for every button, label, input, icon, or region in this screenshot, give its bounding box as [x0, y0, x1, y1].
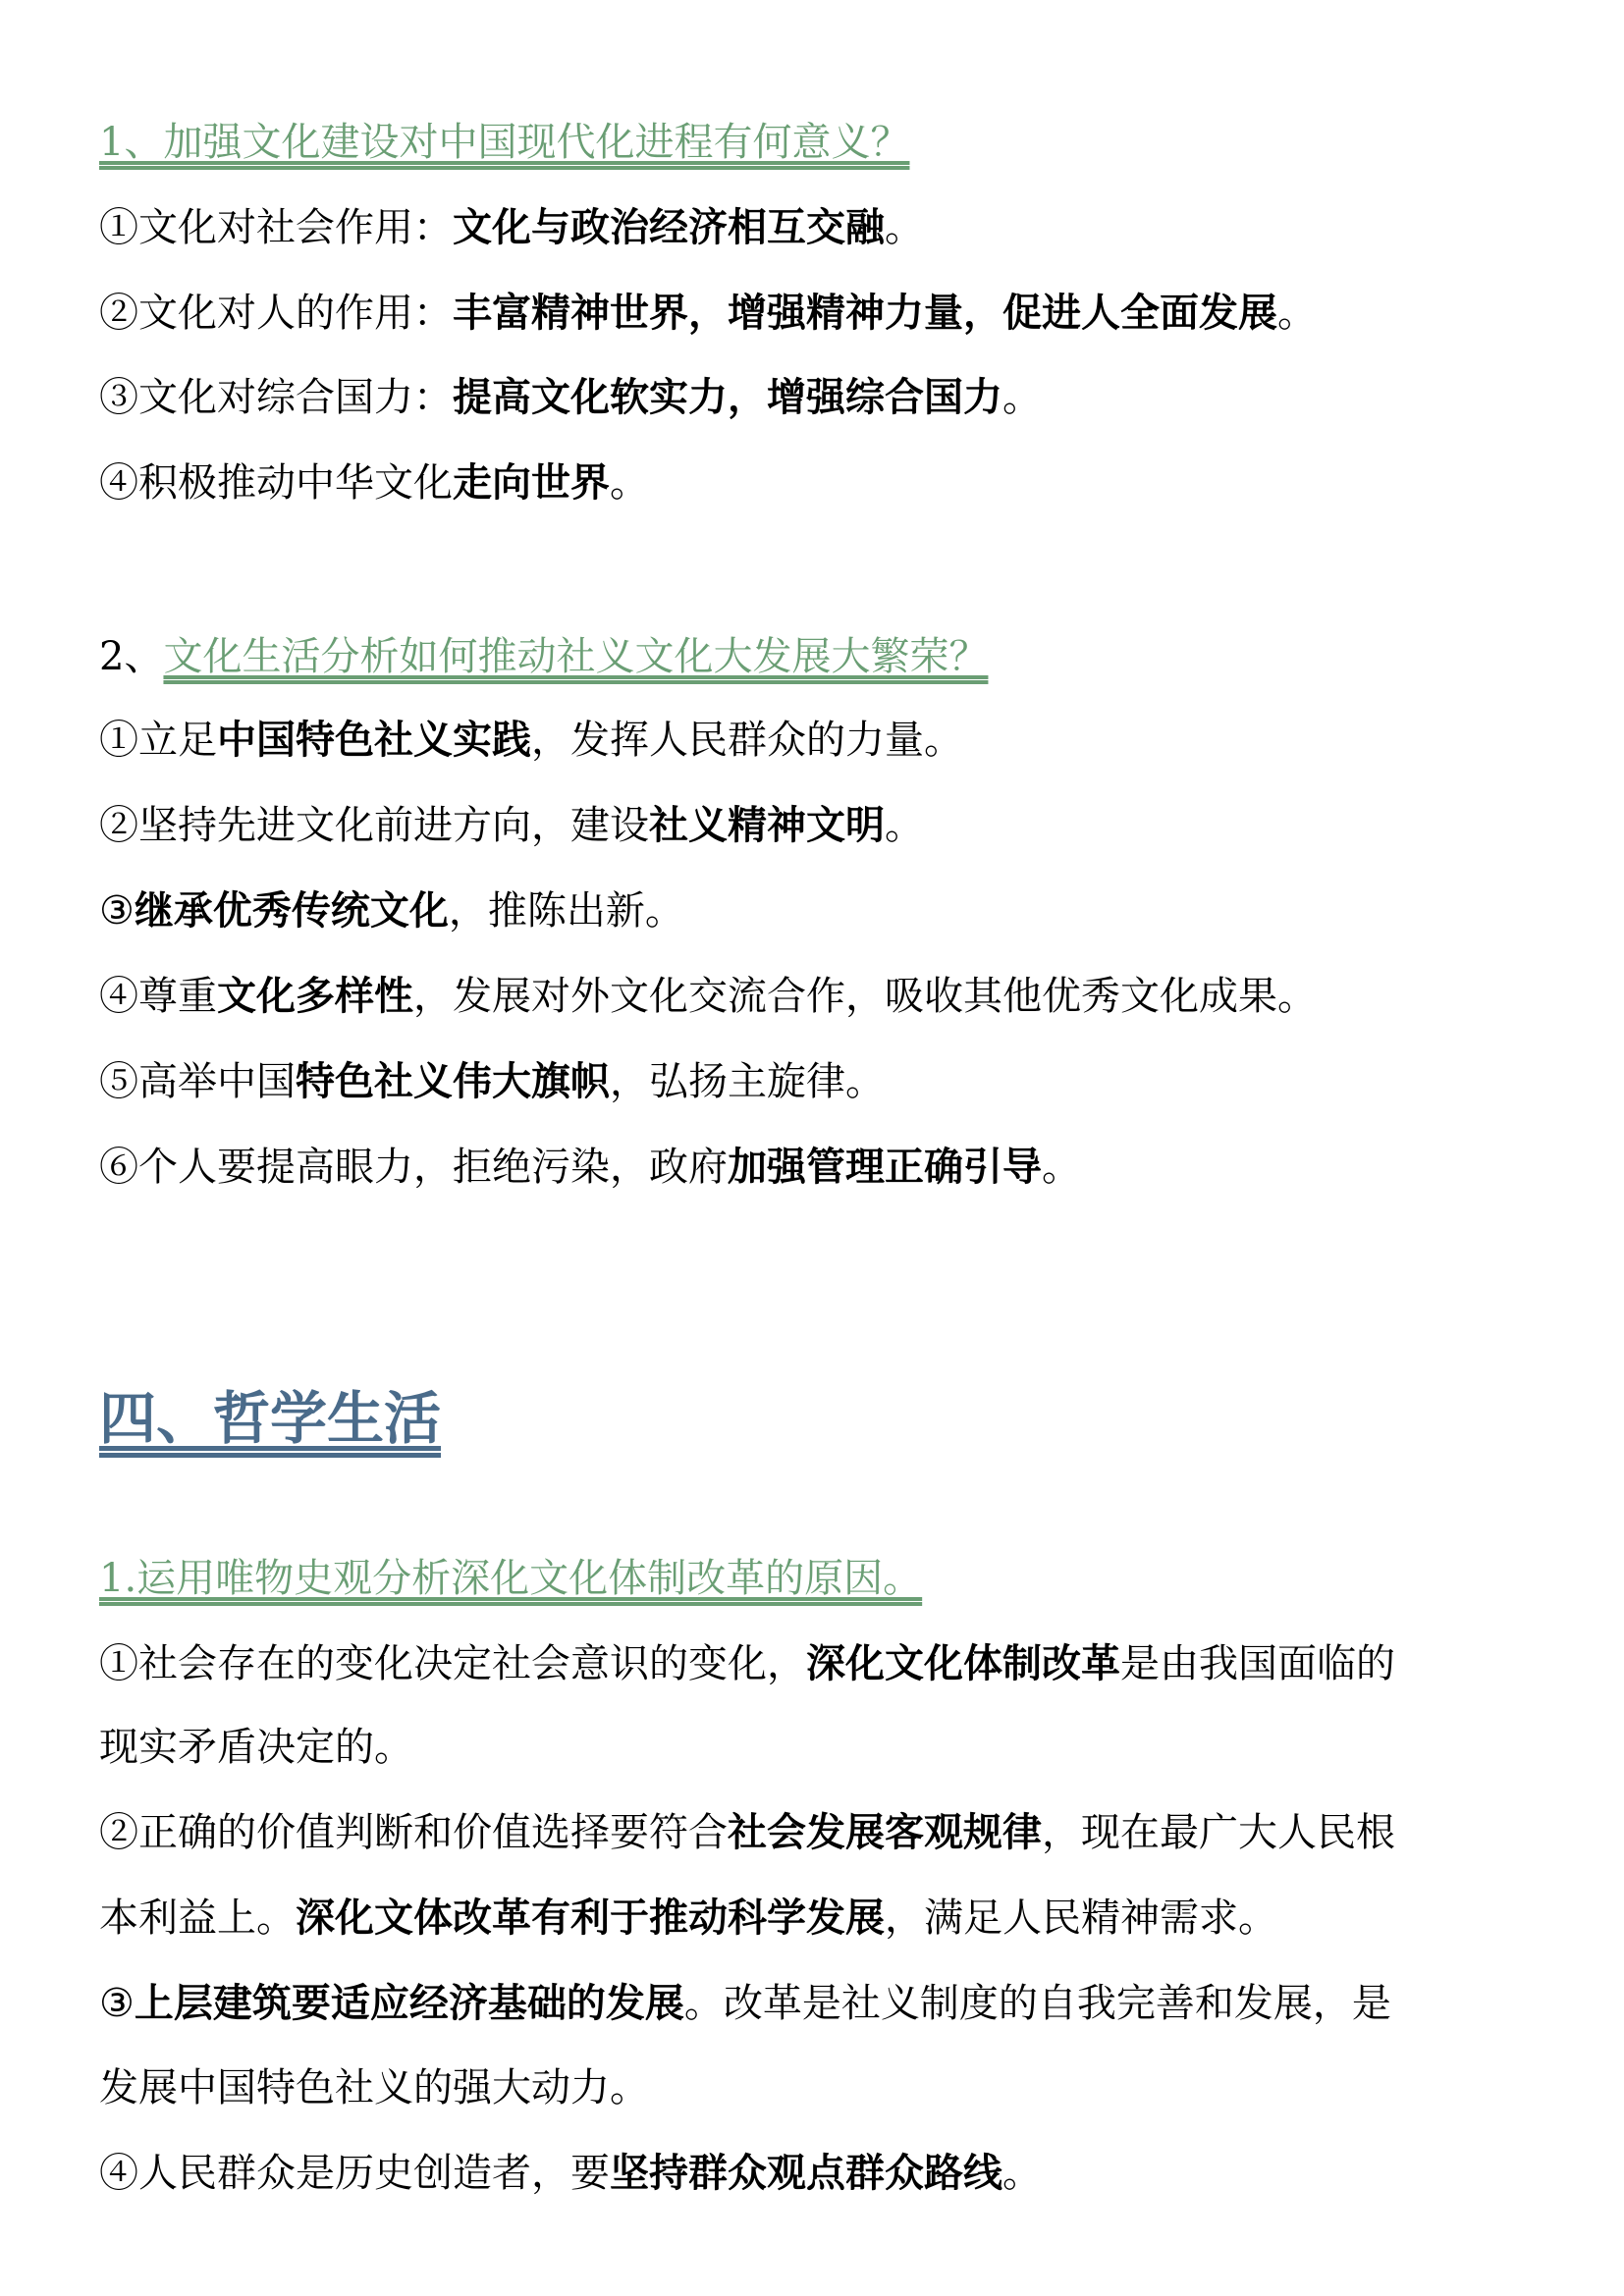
body-text: ③ — [99, 1981, 135, 2026]
body-text: ④积极推动中华文化 — [99, 460, 453, 506]
body-text: 本利益上。 — [99, 1896, 296, 1941]
section-title: 四、哲学生活 — [99, 1385, 442, 1452]
question-text: 1、加强文化建设对中国现代化进程有何意义？ — [99, 120, 910, 165]
body-text: ②正确的价值判断和价值选择要符合 — [99, 1810, 728, 1855]
body-text: ，发挥人民群众的力量。 — [531, 718, 963, 763]
answer-line — [99, 1980, 1391, 2027]
answer-line — [99, 2064, 649, 2111]
key-point-text: 社会发展客观规律 — [728, 1810, 1042, 1855]
key-point-text: 深化文体改革有利于推动科学发展 — [296, 1896, 885, 1941]
body-text: ①社会存在的变化决定社会意识的变化， — [99, 1641, 806, 1686]
body-text: 。 — [1042, 1145, 1081, 1190]
body-text: ，弘扬主旋律。 — [610, 1059, 885, 1104]
question-heading — [99, 119, 909, 166]
body-text: ，发展对外文化交流合作，吸收其他优秀文化成果。 — [413, 974, 1317, 1019]
key-point-text: 文化多样性 — [217, 974, 413, 1019]
body-text: 。 — [885, 803, 924, 848]
answer-line — [99, 290, 1317, 337]
body-text: ⑥个人要提高眼力，拒绝污染，政府 — [99, 1145, 728, 1190]
body-text: 。改革是社义制度的自我完善和发展，是 — [683, 1981, 1391, 2026]
body-text: ④尊重 — [99, 974, 217, 1019]
answer-line — [99, 1809, 1395, 1856]
body-text: 。 — [1277, 291, 1317, 336]
answer-line — [99, 1058, 885, 1105]
answer-line — [99, 459, 649, 507]
body-text: 。 — [885, 205, 924, 250]
key-point-text: 文化与政治经济相互交融 — [453, 205, 885, 250]
question-text: 文化生活分析如何推动社义文化大发展大繁荣？ — [163, 634, 989, 679]
key-point-text: 走向世界 — [453, 460, 610, 506]
body-text: ⑤高举中国 — [99, 1059, 296, 1104]
body-text: 。 — [1002, 2151, 1042, 2196]
key-point-text: 丰富精神世界，增强精神力量，促进人全面发展 — [453, 291, 1277, 336]
body-text: 发展中国特色社义的强大动力。 — [99, 2065, 649, 2110]
body-text: ①立足 — [99, 718, 217, 763]
key-point-text: 继承优秀传统文化 — [134, 888, 449, 934]
answer-line — [99, 2150, 1042, 2197]
answer-line — [99, 1895, 1277, 1942]
body-text: ③文化对综合国力： — [99, 375, 453, 420]
key-point-text: 提高文化软实力，增强综合国力 — [453, 375, 1002, 420]
key-point-text: 中国特色社义实践 — [217, 718, 531, 763]
answer-line — [99, 1724, 413, 1771]
question-heading — [99, 1555, 922, 1602]
answer-line — [99, 374, 1042, 421]
body-text: 是由我国面临的 — [1120, 1641, 1395, 1686]
question-text: 1.运用唯物史观分析深化文化体制改革的原因。 — [99, 1556, 923, 1601]
key-point-text: 社义精神文明 — [649, 803, 885, 848]
body-text: ③ — [99, 888, 135, 934]
body-text: ②坚持先进文化前进方向，建设 — [99, 803, 649, 848]
answer-line — [99, 973, 1317, 1020]
answer-line — [99, 887, 684, 934]
body-text: ④人民群众是历史创造者，要 — [99, 2151, 610, 2196]
body-text: 。 — [610, 460, 649, 506]
key-point-text: 上层建筑要适应经济基础的发展 — [134, 1981, 684, 2026]
answer-line — [99, 204, 924, 251]
body-text: ②文化对人的作用： — [99, 291, 453, 336]
question-heading — [99, 633, 988, 680]
answer-line — [99, 1640, 1395, 1687]
key-point-text: 特色社义伟大旗帜 — [296, 1059, 610, 1104]
answer-line — [99, 1144, 1081, 1191]
body-text: 现实矛盾决定的。 — [99, 1725, 413, 1770]
body-text: ①文化对社会作用： — [99, 205, 453, 250]
key-point-text: 加强管理正确引导 — [728, 1145, 1042, 1190]
key-point-text: 深化文化体制改革 — [806, 1641, 1120, 1686]
body-text: 。 — [1002, 375, 1042, 420]
key-point-text: 坚持群众观点群众路线 — [610, 2151, 1002, 2196]
body-text: ，推陈出新。 — [448, 888, 684, 934]
body-text: 2、 — [99, 634, 164, 679]
answer-line — [99, 717, 963, 764]
body-text: ，现在最广大人民根 — [1042, 1810, 1395, 1855]
answer-line — [99, 802, 924, 849]
body-text: ，满足人民精神需求。 — [885, 1896, 1277, 1941]
